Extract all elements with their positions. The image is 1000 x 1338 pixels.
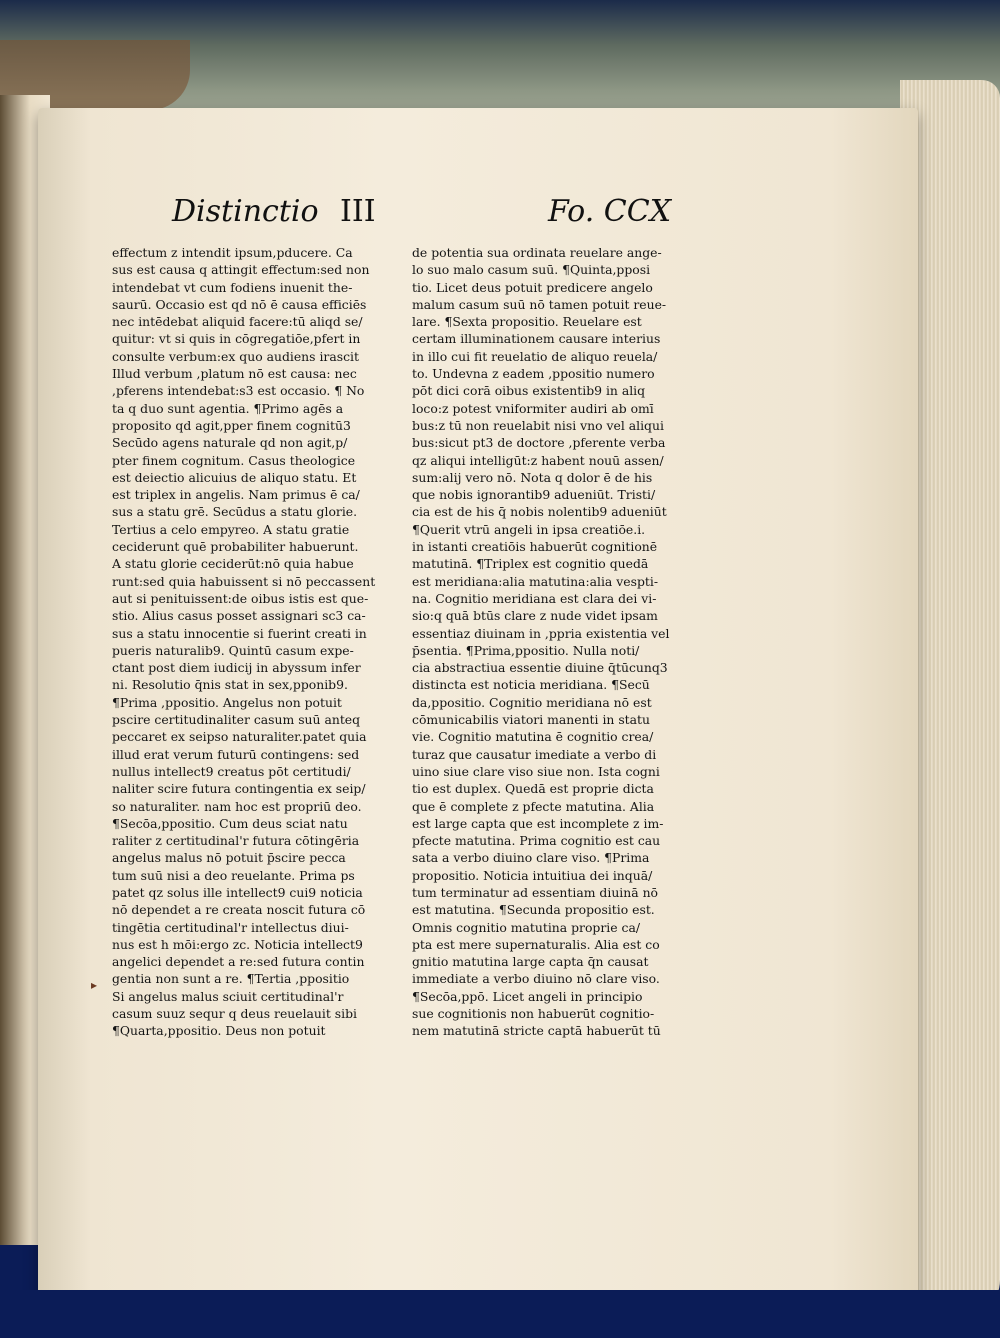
text-line: lare. ¶Sexta propositio. Reuelare est <box>412 314 642 330</box>
text-line: qz aliqui intelligūt:z habent nouū assen/ <box>412 452 664 468</box>
text-line: ¶Secōa,ppō. Licet angeli in principio <box>412 988 643 1004</box>
text-line: turaz que causatur imediate a verbo di <box>412 746 657 762</box>
text-line: que ē complete z pfecte matutina. Alia <box>412 798 655 814</box>
text-line: tum terminatur ad essentiam diuinā nō <box>412 884 659 900</box>
text-line: angelus malus nō potuit p̄scire pecca <box>112 850 346 866</box>
text-line: uino siue clare viso siue non. Ista cogni <box>412 763 660 779</box>
text-line: nō dependet a re creata noscit futura cō <box>112 902 366 918</box>
text-line: lo suo malo casum suū. ¶Quinta,pposi <box>412 262 651 278</box>
text-line: loco:z potest vniformiter audiri ab omī <box>412 400 654 416</box>
text-line: que nobis ignorantib9 adueniūt. Tristi/ <box>412 487 656 503</box>
text-line: est meridiana:alia matutina:alia vespti- <box>412 573 659 589</box>
text-line: effectum z intendit ipsum,pducere. Ca <box>112 245 353 260</box>
text-line: malum casum suū nō tamen potuit reue- <box>412 296 667 312</box>
text-line: Secūdo agens naturale qd non agit,p/ <box>112 435 348 451</box>
text-line: tingētia certitudinal'r intellectus diui- <box>112 919 349 935</box>
text-line: runt:sed quia habuissent si nō peccassent <box>112 573 376 589</box>
text-line: matutinā. ¶Triplex est cognitio quedā <box>412 556 649 572</box>
text-line: cia abstractiua essentie diuine q̄tūcunq3 <box>412 660 668 676</box>
text-line: bus:z tū non reuelabit nisi vno vel aliqui <box>412 417 664 433</box>
running-head-folio: Fo. CCX <box>548 194 672 229</box>
text-line: Illud verbum ,platum nō est causa: nec <box>112 366 357 382</box>
text-line: immediate a verbo diuino nō clare viso. <box>412 971 660 987</box>
text-line: stio. Alius casus posset assignari sc3 ca- <box>112 608 366 624</box>
text-line: sio:q quā btūs clare z nude videt ipsam <box>412 608 658 624</box>
text-line: ¶Quarta,ppositio. Deus non potuit <box>112 1023 326 1039</box>
text-line: A statu glorie ceciderūt:nō quia habue <box>112 556 354 572</box>
text-line: raliter z certitudinal'r futura cōtingēria <box>112 833 360 849</box>
text-line: tio. Licet deus potuit predicere angelo <box>412 279 653 295</box>
text-line: na. Cognitio meridiana est clara dei vi- <box>412 590 657 606</box>
text-line: ni. Resolutio q̄nis stat in sex,pponib9. <box>112 677 348 693</box>
text-line: consulte verbum:ex quo audiens irascit <box>112 348 359 364</box>
text-line: est deiectio alicuius de aliquo statu. Et <box>112 469 357 485</box>
text-line: gentia non sunt a re. ¶Tertia ,ppositio <box>112 971 350 987</box>
running-head-distinctio: Distinctio <box>172 194 319 229</box>
text-line: aut si penituissent:de oibus istis est que- <box>112 590 369 606</box>
text-line: de potentia sua ordinata reuelare ange- <box>412 245 662 260</box>
text-line: so naturaliter. nam hoc est propriū deo. <box>112 798 362 814</box>
text-line: tum suū nisi a deo reuelante. Prima ps <box>112 867 355 883</box>
text-line: est large capta que est incomplete z im- <box>412 815 664 831</box>
text-line: pueris naturalib9. Quintū casum expe- <box>112 642 354 658</box>
text-line: ¶Prima ,ppositio. Angelus non potuit <box>112 694 342 710</box>
text-line: tio est duplex. Quedā est proprie dicta <box>412 781 654 797</box>
text-line: ctant post diem iudicij in abyssum infer <box>112 660 361 676</box>
text-line: patet qz solus ille intellect9 cui9 noticia <box>112 884 363 900</box>
text-line: proposito qd agit,pper finem cognitū3 <box>112 417 351 433</box>
text-column-right <box>412 244 710 1040</box>
text-line: ¶Secōa,ppositio. Cum deus sciat natu <box>112 815 348 831</box>
margin-mark: ▸ <box>91 978 98 992</box>
text-line: casum suuz sequr q deus reuelauit sibi <box>112 1006 358 1022</box>
text-line: Si angelus malus sciuit certitudinal'r <box>112 988 344 1004</box>
text-line: est triplex in angelis. Nam primus ē ca/ <box>112 487 360 503</box>
text-line: nullus intellect9 creatus pōt certitudi/ <box>112 763 351 779</box>
text-line: naliter scire futura contingentia ex seip/ <box>112 781 366 797</box>
text-line: nus est h mōi:ergo zc. Noticia intellect9 <box>112 936 363 952</box>
text-line: distincta est noticia meridiana. ¶Secū <box>412 677 650 693</box>
text-line: cōmunicabilis viatori manenti in statu <box>412 712 651 728</box>
text-line: bus:sicut pt3 de doctore ,pferente verba <box>412 435 666 451</box>
text-line: pter finem cognitum. Casus theologice <box>112 452 356 468</box>
text-line: nem matutinā stricte captā habuerūt tū <box>412 1023 661 1039</box>
text-line: est matutina. ¶Secunda propositio est. <box>412 902 655 918</box>
text-line: pfecte matutina. Prima cognitio est cau <box>412 833 661 849</box>
text-line: to. Undevna z eadem ,ppositio numero <box>412 366 655 382</box>
text-line: ceciderunt quē probabiliter habuerunt. <box>112 539 359 555</box>
text-line: angelici dependet a re:sed futura contin <box>112 954 365 970</box>
text-line: quitur: vt si quis in cōgregatiōe,pfert in <box>112 331 361 347</box>
text-line: sata a verbo diuino clare viso. ¶Prima <box>412 850 650 866</box>
text-line: essentiaz diuinam in ,ppria existentia vel <box>412 625 670 641</box>
text-line: saurū. Occasio est qd nō ē causa efficiēs <box>112 296 367 312</box>
text-line: in illo cui fit reuelatio de aliquo reuela/ <box>412 348 658 364</box>
text-line: Omnis cognitio matutina proprie ca/ <box>412 919 641 935</box>
text-line: pscire certitudinaliter casum suū anteq <box>112 712 361 728</box>
text-line: propositio. Noticia intuitiua dei inquā/ <box>412 867 653 883</box>
running-head-number: III <box>340 194 376 229</box>
text-line: sus a statu innocentie si fuerint creati in <box>112 625 367 641</box>
text-line: sue cognitionis non habuerūt cognitio- <box>412 1006 655 1022</box>
text-line: ,pferens intendebat:s3 est occasio. ¶ No <box>112 383 365 399</box>
text-line: in istanti creatiōis habuerūt cognitionē <box>412 539 658 555</box>
text-line: pōt dici corā oibus existentib9 in aliq <box>412 383 646 399</box>
text-line: cia est de his q̄ nobis nolentib9 adueniūt <box>412 504 667 520</box>
text-line: peccaret ex seipso naturaliter.patet quia <box>112 729 367 745</box>
text-line: nec intēdebat aliquid facere:tū aliqd se/ <box>112 314 363 330</box>
text-line: da,ppositio. Cognitio meridiana nō est <box>412 694 652 710</box>
text-line: ta q duo sunt agentia. ¶Primo agēs a <box>112 400 344 416</box>
background-bottom <box>0 1290 1000 1338</box>
text-line: pta est mere supernaturalis. Alia est co <box>412 936 660 952</box>
text-line: p̄sentia. ¶Prima,ppositio. Nulla noti/ <box>412 642 640 658</box>
text-line: sum:alij vero nō. Nota q dolor ē de his <box>412 469 653 485</box>
text-line: illud erat verum futurū contingens: sed <box>112 746 360 762</box>
text-line: certam illuminationem causare interius <box>412 331 661 347</box>
text-line: sus est causa q attingit effectum:sed non <box>112 262 370 278</box>
text-line: Tertius a celo empyreo. A statu gratie <box>112 521 350 537</box>
text-line: ¶Querit vtrū angeli in ipsa creatiōe.i. <box>412 521 646 537</box>
text-line: vie. Cognitio matutina ē cognitio crea/ <box>412 729 654 745</box>
text-line: intendebat vt cum fodiens inuenit the- <box>112 279 353 295</box>
text-line: gnitio matutina large capta q̄n causat <box>412 954 649 970</box>
text-column-left <box>112 244 394 1040</box>
text-line: sus a statu grē. Secūdus a statu glorie. <box>112 504 358 520</box>
